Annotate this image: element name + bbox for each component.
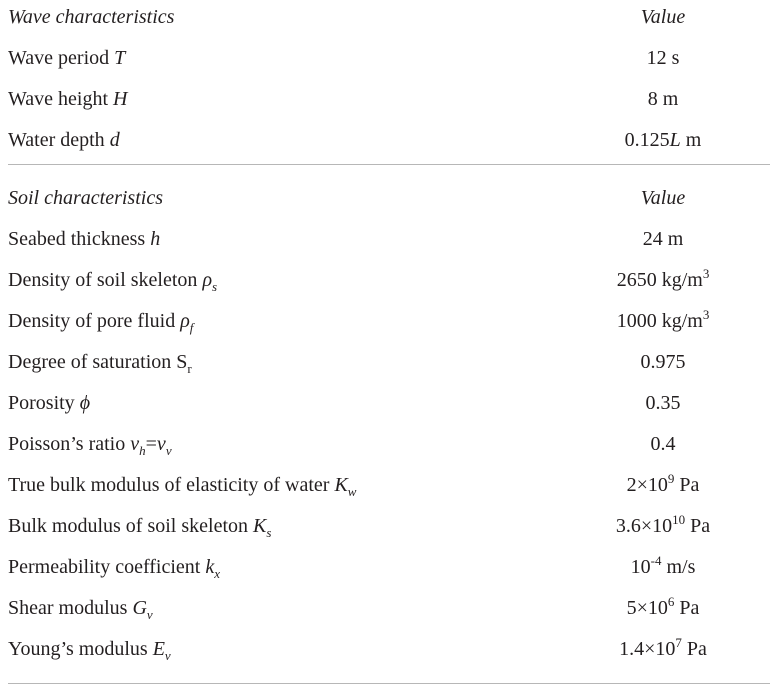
bulk-skeleton-symbol: K	[253, 515, 267, 537]
poisson-subscript-h: h	[139, 443, 146, 458]
bulk-skeleton-value-text: 3.6×10	[615, 515, 673, 537]
wave-period-name: Wave period	[8, 47, 115, 69]
young-symbol: E	[152, 638, 165, 660]
permeability-symbol: k	[205, 556, 215, 578]
permeability-value-text: 10	[630, 556, 651, 578]
bottom-rule	[8, 683, 770, 684]
bulk-skeleton-label	[8, 515, 558, 540]
density-skeleton-label	[8, 269, 558, 294]
saturation-value: 0.975	[640, 351, 686, 373]
saturation-label	[8, 351, 558, 376]
wave-height-name: Wave height	[8, 88, 114, 110]
bulk-skeleton-value-unit: Pa	[685, 515, 711, 537]
soil-header-label: Soil characteristics	[8, 187, 163, 209]
seabed-thickness-name: Seabed thickness	[8, 228, 151, 250]
seabed-thickness-symbol: h	[150, 228, 161, 250]
bulk-water-value-exponent: 9	[667, 471, 675, 486]
density-skeleton-row	[8, 263, 770, 297]
soil-header-value: Value	[640, 187, 686, 209]
water-depth-value-unit: m	[680, 129, 702, 151]
poisson-label	[8, 433, 558, 458]
seabed-thickness-label	[8, 229, 558, 249]
saturation-subscript: r	[187, 361, 192, 376]
water-depth-value	[558, 130, 770, 150]
bulk-water-value	[558, 471, 770, 496]
shear-row	[8, 591, 770, 625]
density-fluid-label	[8, 310, 558, 335]
saturation-name: Degree of saturation S	[8, 351, 188, 373]
density-fluid-value-exponent: 3	[702, 307, 710, 322]
young-name: Young’s modulus	[8, 638, 153, 660]
wave-height-symbol: H	[113, 88, 128, 110]
bulk-water-subscript: w	[347, 484, 357, 499]
porosity-label	[8, 393, 558, 413]
shear-name: Shear modulus	[8, 597, 133, 619]
poisson-value: 0.4	[650, 433, 676, 455]
seabed-thickness-row	[8, 222, 770, 256]
porosity-name: Porosity	[8, 392, 80, 414]
poisson-symbol-h: ν	[130, 433, 140, 455]
wave-header-label: Wave characteristics	[8, 6, 175, 28]
density-skeleton-name: Density of soil skeleton	[8, 269, 203, 291]
young-row	[8, 632, 770, 666]
permeability-subscript: x	[214, 566, 221, 581]
wave-header-row	[8, 0, 770, 34]
permeability-value-exponent: -4	[650, 553, 662, 568]
young-label	[8, 638, 558, 663]
young-value	[558, 635, 770, 660]
permeability-name: Permeability coefficient	[8, 556, 206, 578]
soil-header-row	[8, 181, 770, 215]
density-fluid-row	[8, 304, 770, 338]
poisson-name: Poisson’s ratio	[8, 433, 131, 455]
wave-period-label	[8, 48, 558, 68]
water-depth-label	[8, 130, 558, 150]
shear-value	[558, 594, 770, 619]
bulk-water-label	[8, 474, 558, 499]
bulk-skeleton-value-exponent: 10	[672, 512, 686, 527]
shear-label	[8, 597, 558, 622]
wave-period-value: 12 s	[646, 47, 680, 69]
bulk-skeleton-row	[8, 509, 770, 543]
seabed-thickness-value: 24 m	[642, 228, 684, 250]
poisson-symbol-v: ν	[156, 433, 166, 455]
bulk-water-value-unit: Pa	[674, 474, 700, 496]
density-fluid-subscript: f	[189, 320, 194, 335]
porosity-row	[8, 386, 770, 420]
shear-symbol: G	[132, 597, 147, 619]
water-depth-name: Water depth	[8, 129, 110, 151]
density-skeleton-value-text: 2650 kg/m	[616, 269, 703, 291]
bulk-skeleton-value	[558, 512, 770, 537]
density-skeleton-symbol: ρ	[202, 269, 213, 291]
wave-height-value: 8 m	[647, 88, 679, 110]
shear-value-exponent: 6	[667, 594, 675, 609]
bulk-water-row	[8, 468, 770, 502]
wave-height-row	[8, 82, 770, 116]
density-fluid-symbol: ρ	[180, 310, 190, 332]
poisson-subscript-v: ν	[165, 443, 172, 458]
water-depth-symbol: d	[109, 129, 120, 151]
water-depth-value-symbol: L	[669, 129, 681, 151]
permeability-row	[8, 550, 770, 584]
poisson-row	[8, 427, 770, 461]
density-fluid-name: Density of pore fluid	[8, 310, 181, 332]
bulk-water-name: True bulk modulus of elasticity of water	[8, 474, 335, 496]
young-value-text: 1.4×10	[619, 638, 676, 660]
shear-value-text: 5×10	[626, 597, 668, 619]
wave-period-row	[8, 41, 770, 75]
wave-header-value: Value	[640, 6, 686, 28]
saturation-row	[8, 345, 770, 379]
permeability-value	[558, 553, 770, 578]
bulk-skeleton-name: Bulk modulus of soil skeleton	[8, 515, 253, 537]
shear-subscript: ν	[146, 607, 153, 622]
water-depth-value-number: 0.125	[624, 129, 670, 151]
young-value-unit: Pa	[681, 638, 707, 660]
bulk-water-value-text: 2×10	[626, 474, 668, 496]
section-divider	[8, 164, 770, 165]
density-skeleton-subscript: s	[212, 279, 218, 294]
young-subscript: ν	[164, 648, 171, 663]
water-depth-row	[8, 123, 770, 157]
porosity-value: 0.35	[645, 392, 681, 414]
density-fluid-value-text: 1000 kg/m	[616, 310, 703, 332]
bulk-water-symbol: K	[334, 474, 348, 496]
permeability-label	[8, 556, 558, 581]
density-skeleton-value-exponent: 3	[702, 266, 710, 281]
poisson-equals: =	[145, 433, 157, 455]
density-skeleton-value	[558, 266, 770, 291]
wave-height-label	[8, 89, 558, 109]
young-value-exponent: 7	[675, 635, 682, 650]
shear-value-unit: Pa	[674, 597, 700, 619]
permeability-value-unit: m/s	[661, 556, 696, 578]
bulk-skeleton-subscript: s	[266, 525, 272, 540]
porosity-symbol: ϕ	[79, 392, 91, 414]
wave-period-symbol: T	[114, 47, 126, 69]
density-fluid-value	[558, 307, 770, 332]
